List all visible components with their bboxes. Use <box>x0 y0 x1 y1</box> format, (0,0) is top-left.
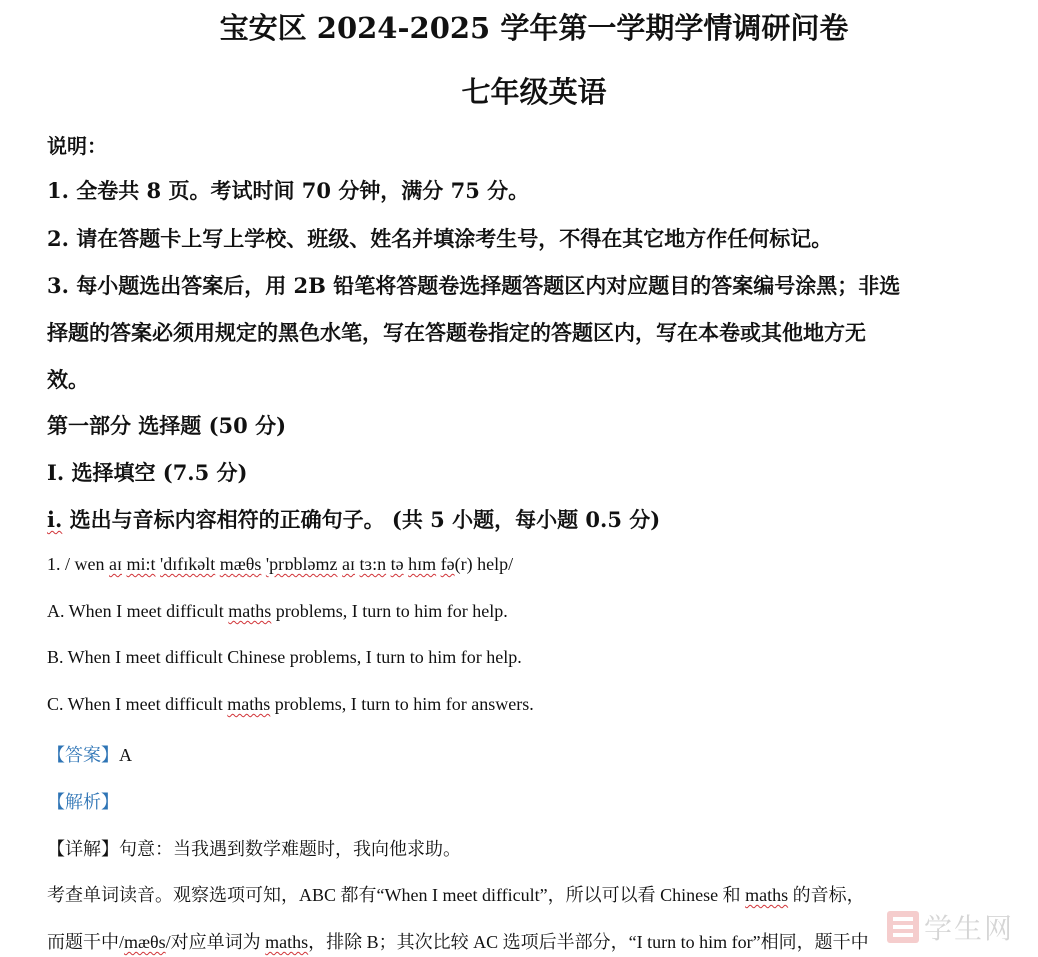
explanation-text: 而题干中/ <box>47 932 125 952</box>
explanation-text: ，排除 B；其次比较 AC 选项后半部分，“I turn to him for”相同，题干中 <box>308 932 869 952</box>
watermark-logo-icon <box>886 910 920 944</box>
stem-text: 1. / wen <box>47 554 109 574</box>
detail-line <box>47 835 461 861</box>
document-title: 宝安区 2024-2025 学年第一学期学情调研问卷 <box>219 11 849 45</box>
explanation-text: maths <box>265 932 309 952</box>
explanation-line-2 <box>47 928 869 954</box>
detail-text: 句意：当我遇到数学难题时，我向他求助。 <box>119 839 461 859</box>
explanation-text: mæθs <box>124 932 166 952</box>
explanation-text: 的音标， <box>788 885 865 905</box>
stem-text: aɪ <box>342 554 356 574</box>
stem-text: (r) help/ <box>454 554 514 574</box>
option-c <box>47 694 534 715</box>
notes-label: 说明： <box>47 134 107 158</box>
document-subtitle: 七年级英语 <box>461 75 607 109</box>
option-text: problems, I turn to him for help. <box>271 601 508 621</box>
answer-line <box>47 741 132 767</box>
note-3-line-2: 择题的答案必须用规定的黑色水笔，写在答题卷指定的答题区内，写在本卷或其他地方无 <box>47 320 866 345</box>
option-text: C. When I meet difficult <box>47 694 228 714</box>
note-2: 2. 请在答题卡上写上学校、班级、姓名并填涂考生号，不得在其它地方作任何标记。 <box>47 226 833 251</box>
option-text: A. When I meet difficult <box>47 601 229 621</box>
stem-text: tə <box>390 554 404 574</box>
stem-text: aɪ <box>109 554 122 574</box>
note-3-line-1: 3. 每小题选出答案后，用 2B 铅笔将答题卷选择题答题区内对应题目的答案编号涂黑；非选 <box>47 273 901 298</box>
answer-value: A <box>119 745 132 765</box>
stem-text: hɪm <box>408 554 437 574</box>
subsection-instruction: 选出与音标内容相符的正确句子。 (共 5 小题，每小题 0.5 分) <box>62 507 661 532</box>
explanation-text: /对应单词为 <box>165 932 266 952</box>
question-1-stem <box>47 554 513 575</box>
stem-text: 'prɒbləmz <box>265 554 338 574</box>
subsection-heading <box>47 504 660 534</box>
watermark <box>886 907 1014 947</box>
analysis-line <box>47 788 119 814</box>
option-b: B. When I meet difficult Chinese problems, I turn to him for help. <box>47 647 522 667</box>
option-a <box>47 601 508 622</box>
part-heading: 第一部分 选择题 (50 分) <box>47 413 287 438</box>
note-1: 1. 全卷共 8 页。考试时间 70 分钟，满分 75 分。 <box>47 178 530 203</box>
watermark-text: 学生网 <box>923 912 1014 945</box>
stem-text: mi:t <box>126 554 156 574</box>
stem-text: tɜ:n <box>359 554 387 574</box>
analysis-label: 【解析】 <box>47 792 119 812</box>
answer-label: 【答案】 <box>47 745 119 765</box>
note-3-line-3: 效。 <box>47 367 89 392</box>
explanation-text: maths <box>745 885 789 905</box>
stem-text: fə <box>440 554 455 574</box>
stem-text: mæθs <box>219 554 262 574</box>
detail-label: 【详解】 <box>47 839 119 859</box>
option-text: maths <box>228 601 272 621</box>
section-heading: I. 选择填空 (7.5 分) <box>47 460 248 485</box>
explanation-line-1 <box>47 881 865 907</box>
explanation-text: 考查单词读音。观察选项可知，ABC 都有“When I meet difficult”，所以可以看 Chinese 和 <box>47 885 746 905</box>
subsection-number: i. <box>47 507 63 532</box>
option-text: maths <box>227 694 271 714</box>
stem-text: 'dɪfɪkəlt <box>160 554 216 574</box>
option-text: problems, I turn to him for answers. <box>270 694 534 714</box>
